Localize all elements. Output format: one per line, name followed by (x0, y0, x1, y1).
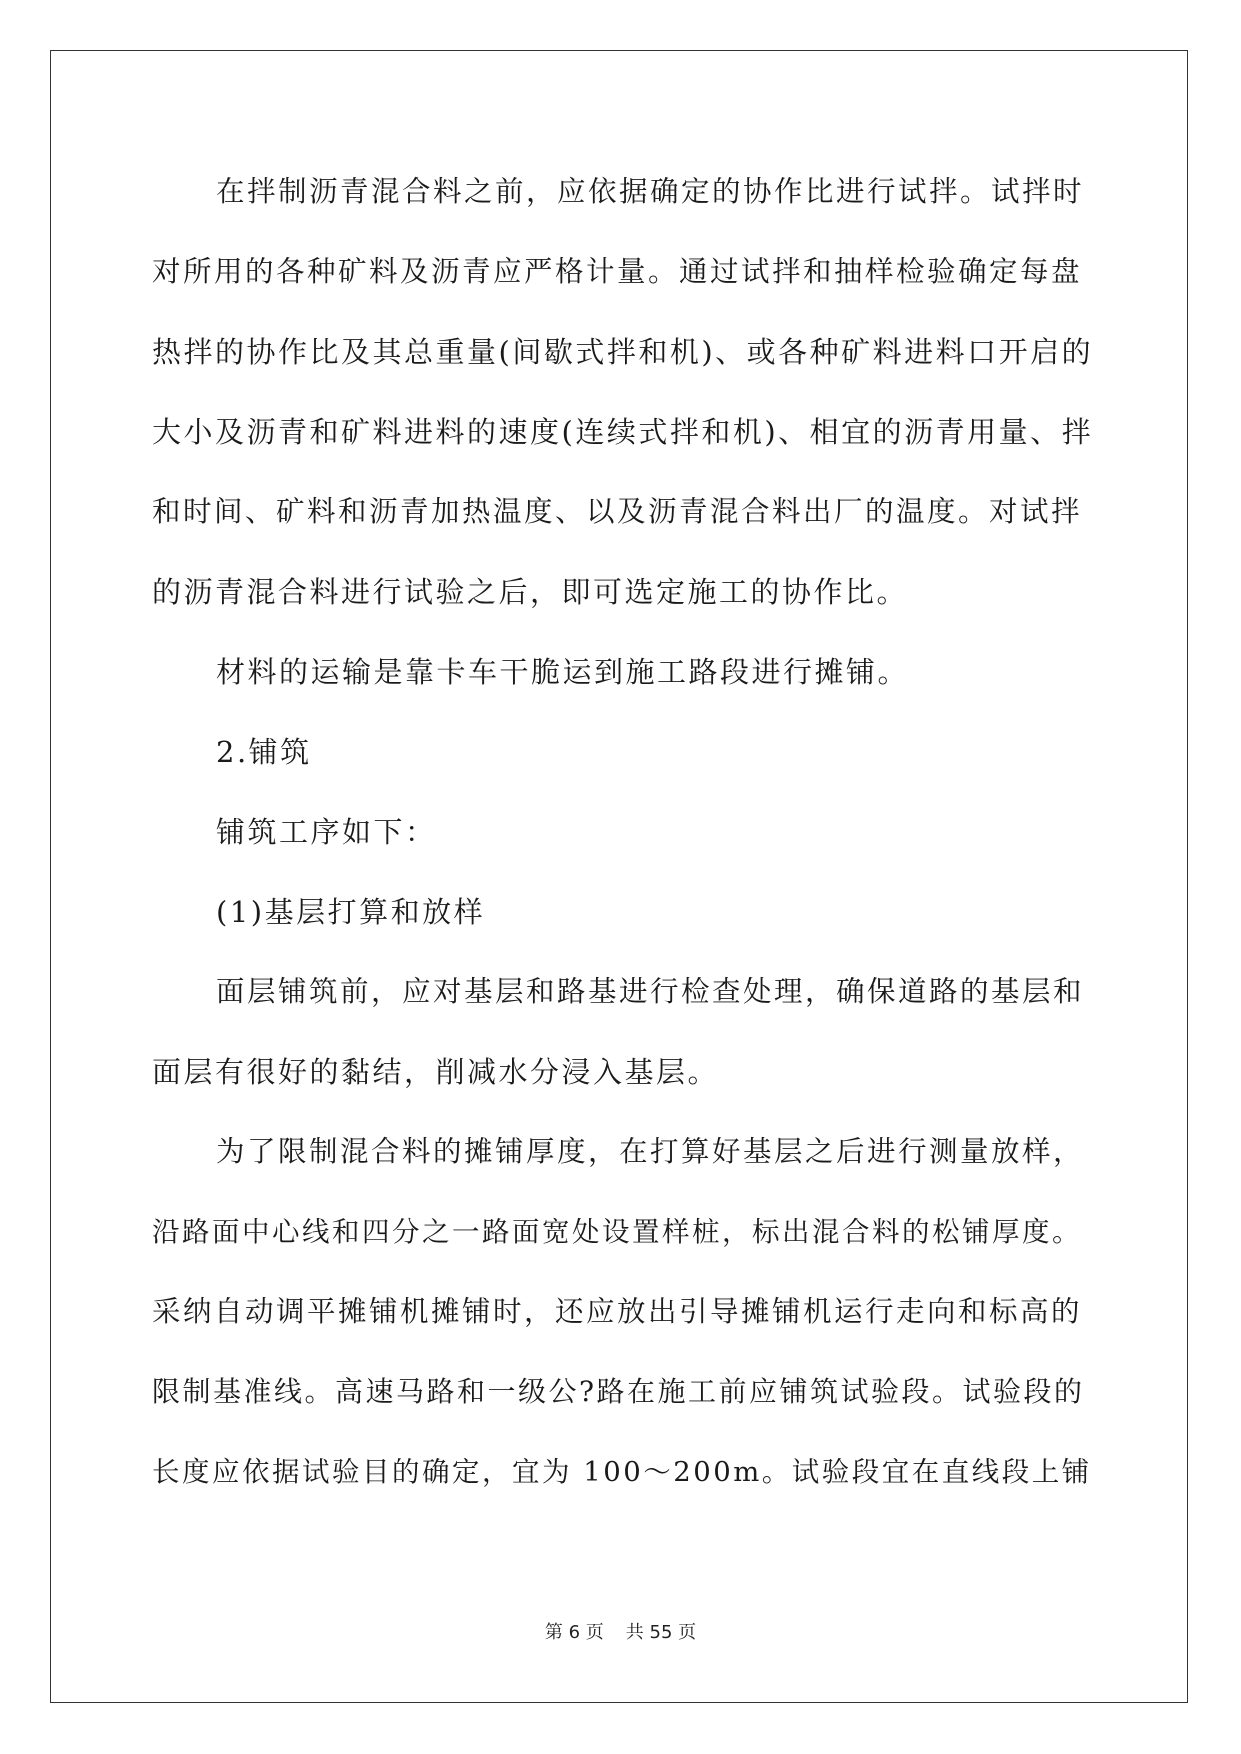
text-line: 为了限制混合料的摊铺厚度，在打算好基层之后进行测量放样， (216, 1135, 1085, 1168)
page-number: 第 6 页 (544, 1622, 604, 1643)
page-footer (0, 1618, 1241, 1644)
text-line: 和时间、矿料和沥青加热温度、以及沥青混合料出厂的温度。对试拌 (152, 495, 1083, 528)
text-line: 热拌的协作比及其总重量(间歇式拌和机)、或各种矿料进料口开启的 (152, 335, 1094, 369)
text-line: (1)基层打算和放样 (216, 895, 486, 929)
page-total: 共 55 页 (625, 1622, 697, 1643)
text-line: 材料的运输是靠卡车干脆运到施工路段进行摊铺。 (216, 655, 910, 689)
document-body (152, 164, 1092, 1524)
text-line: 采纳自动调平摊铺机摊铺时，还应放出引导摊铺机运行走向和标高的 (152, 1295, 1083, 1328)
text-line: 的沥青混合料进行试验之后，即可选定施工的协作比。 (152, 575, 909, 609)
text-line: 面层铺筑前，应对基层和路基进行检查处理，确保道路的基层和 (216, 975, 1085, 1008)
text-line: 长度应依据试验目的确定，宜为 100～200m。试验段宜在直线段上铺 (152, 1456, 1092, 1488)
text-line: 2.铺筑 (216, 735, 312, 769)
text-line: 在拌制沥青混合料之前，应依据确定的协作比进行试拌。试拌时 (216, 175, 1085, 208)
text-line: 铺筑工序如下： (216, 815, 437, 849)
text-line: 限制基准线。高速马路和一级公?路在施工前应铺筑试验段。试验段的 (152, 1375, 1085, 1408)
text-line: 对所用的各种矿料及沥青应严格计量。通过试拌和抽样检验确定每盘 (152, 255, 1083, 288)
text-line: 沿路面中心线和四分之一路面宽处设置样桩，标出混合料的松铺厚度。 (152, 1216, 1082, 1248)
text-line: 大小及沥青和矿料进料的速度(连续式拌和机)、相宜的沥青用量、拌 (152, 415, 1094, 449)
text-line: 面层有很好的黏结，削减水分浸入基层。 (152, 1055, 720, 1089)
